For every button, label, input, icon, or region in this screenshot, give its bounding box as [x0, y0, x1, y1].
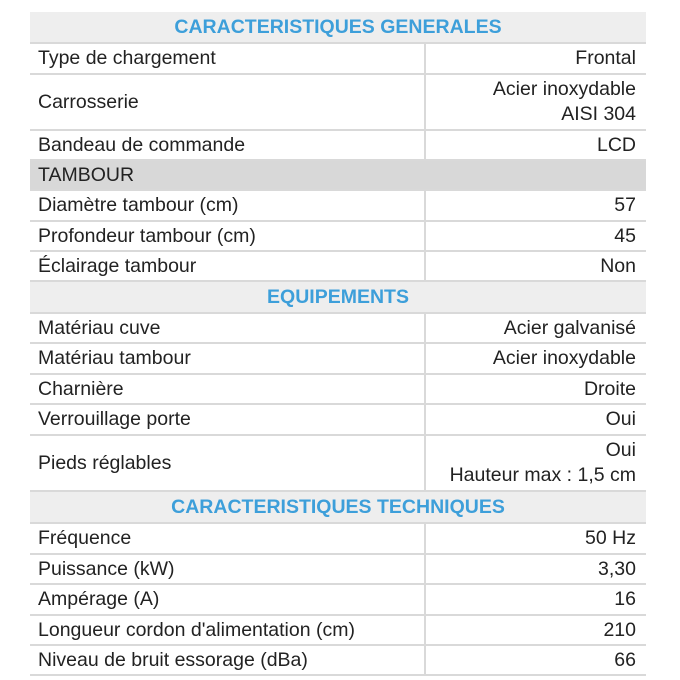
spec-row-eclairage-tambour — [30, 252, 646, 282]
spec-label: Matériau tambour — [30, 344, 426, 373]
subsection-title: TAMBOUR — [38, 163, 135, 186]
spec-row-puissance — [30, 555, 646, 585]
spec-value: 16 — [614, 588, 636, 610]
spec-value: Droite — [583, 377, 636, 400]
spec-value: Acier galvanisé — [503, 316, 636, 339]
section-title: CARACTERISTIQUES GENERALES — [174, 15, 502, 38]
spec-row-longueur-cordon — [30, 616, 646, 646]
spec-value: 45 — [614, 224, 636, 247]
section-header-equipements — [30, 282, 646, 314]
spec-label: Diamètre tambour (cm) — [30, 191, 426, 220]
subsection-header-tambour — [30, 161, 646, 191]
spec-row-charniere — [30, 375, 646, 405]
spec-label: Bandeau de commande — [30, 131, 426, 159]
spec-label: Ampérage (A) — [30, 585, 426, 614]
spec-value: 57 — [614, 194, 636, 216]
spec-label: Matériau cuve — [30, 314, 426, 342]
spec-row-materiau-cuve — [30, 314, 646, 344]
spec-label: Fréquence — [30, 524, 426, 553]
spec-row-bandeau-commande — [30, 131, 646, 161]
spec-label: Verrouillage porte — [30, 405, 426, 434]
spec-value: 50 Hz — [585, 527, 636, 549]
section-title: EQUIPEMENTS — [267, 285, 409, 308]
spec-label: Charnière — [30, 375, 426, 403]
spec-label: Type de chargement — [30, 44, 426, 73]
spec-value: Oui Hauteur max : 1,5 cm — [449, 439, 636, 486]
spec-row-diametre-tambour — [30, 191, 646, 222]
section-title: CARACTERISTIQUES TECHNIQUES — [171, 495, 505, 518]
spec-value: Acier inoxydable — [492, 347, 636, 369]
spec-value: Acier inoxydable AISI 304 — [492, 78, 636, 125]
spec-row-verrouillage-porte — [30, 405, 646, 436]
spec-value: Frontal — [575, 47, 636, 69]
spec-label: Carrosserie — [30, 75, 426, 129]
spec-row-type-chargement — [30, 44, 646, 75]
spec-label: Niveau de bruit essorage (dBa) — [30, 646, 426, 674]
spec-value: 66 — [614, 648, 636, 671]
spec-label: Profondeur tambour (cm) — [30, 222, 426, 250]
spec-row-pieds-reglables — [30, 436, 646, 492]
spec-row-carrosserie — [30, 75, 646, 131]
spec-row-materiau-tambour — [30, 344, 646, 375]
spec-row-frequence — [30, 524, 646, 555]
section-header-general — [30, 12, 646, 44]
spec-label: Longueur cordon d'alimentation (cm) — [30, 616, 426, 644]
spec-label: Pieds réglables — [30, 436, 426, 490]
spec-label: Puissance (kW) — [30, 555, 426, 583]
spec-value: Oui — [605, 408, 636, 430]
spec-value: Non — [600, 254, 636, 277]
spec-value: 3,30 — [598, 557, 636, 580]
spec-value: LCD — [596, 133, 636, 156]
spec-row-amperage — [30, 585, 646, 616]
spec-row-niveau-bruit — [30, 646, 646, 676]
spec-table — [30, 12, 646, 676]
spec-label: Éclairage tambour — [30, 252, 426, 280]
spec-row-profondeur-tambour — [30, 222, 646, 252]
section-header-techniques — [30, 492, 646, 524]
spec-value: 210 — [603, 618, 636, 641]
